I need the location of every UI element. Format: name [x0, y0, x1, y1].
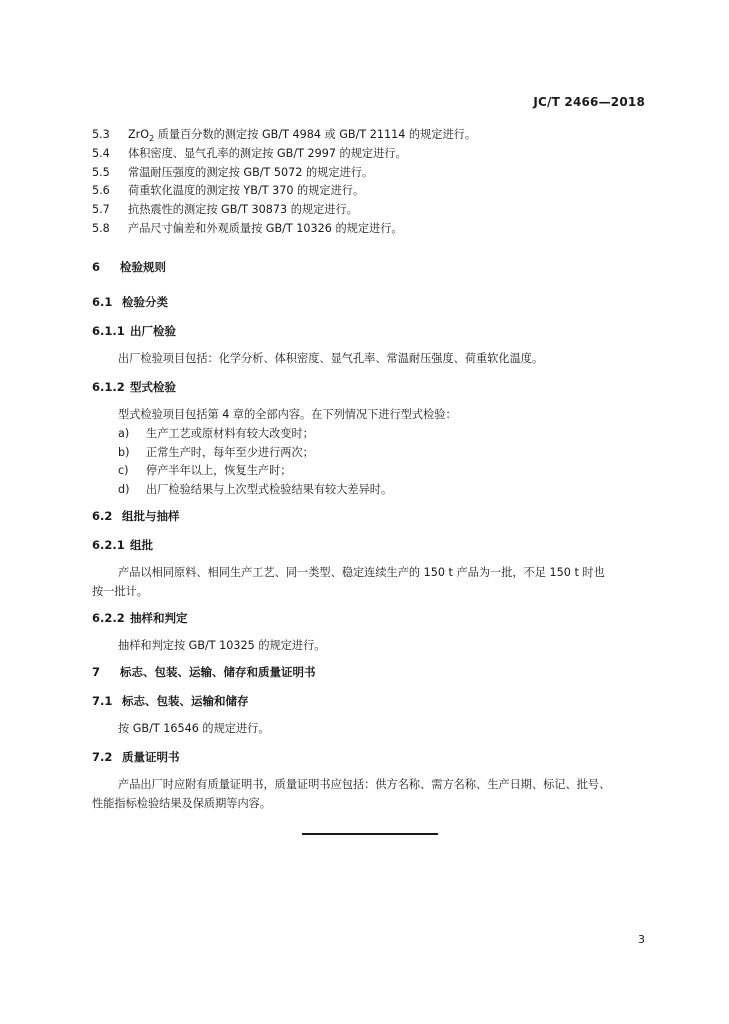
list-item-c: c) 停产半年以上，恢复生产时； — [118, 464, 292, 477]
clause-5-5 — [92, 164, 373, 180]
clause-5-7 — [92, 201, 358, 217]
section-6-2-1-body-line-2: 按一批计。 — [92, 585, 148, 598]
page-number: 3 — [638, 933, 645, 946]
zro2-formula: ZrO$_2$ — [128, 128, 155, 144]
clause-number: 5.7 — [92, 203, 110, 216]
list-item-b: b) 正常生产时，每年至少进行两次； — [118, 446, 314, 459]
section-6-2-2-body: 抽样和判定按 GB/T 10325 的规定进行。 — [118, 639, 326, 652]
section-7-1-body: 按 GB/T 16546 的规定进行。 — [118, 722, 270, 735]
clause-5-3 — [92, 126, 476, 143]
section-7-2-body-line-1: 产品出厂时应附有质量证明书，质量证明书应包括：供方名称、需方名称、生产日期、标记、批号、 — [118, 778, 611, 791]
clause-5-8 — [92, 220, 403, 236]
section-6-1-2-body: 型式检验项目包括第 4 章的全部内容。在下列情况下进行型式检验： — [118, 408, 457, 421]
standard-code-header: JC/T 2466—2018 — [533, 95, 645, 109]
clause-text: 体积密度、显气孔率的测定按 GB/T 2997 的规定进行。 — [128, 147, 407, 160]
section-7-2-body-line-2: 性能指标检验结果及保质期等内容。 — [92, 797, 272, 810]
clause-text: 抗热震性的测定按 GB/T 30873 的规定进行。 — [128, 203, 358, 216]
clause-number: 5.3 — [92, 128, 110, 141]
clause-text: 常温耐压强度的测定按 GB/T 5072 的规定进行。 — [128, 166, 374, 179]
section-7-heading: 7 标志、包装、运输、储存和质量证明书 — [92, 665, 316, 679]
clause-5-4 — [92, 145, 407, 161]
section-6-2-2-heading: 6.2.2 抽样和判定 — [92, 611, 188, 625]
clause-text: 荷重软化温度的测定按 YB/T 370 的规定进行。 — [128, 184, 365, 197]
section-6-2-1-body-line-1: 产品以相同原料、相同生产工艺、同一类型、稳定连续生产的 150 t 产品为一批，不足 150 t 时也 — [118, 566, 605, 579]
section-6-2-heading: 6.2 组批与抽样 — [92, 509, 180, 523]
section-6-1-heading: 6.1 检验分类 — [92, 295, 168, 309]
section-6-2-1-heading: 6.2.1 组批 — [92, 538, 153, 552]
clause-text: 产品尺寸偏差和外观质量按 GB/T 10326 的规定进行。 — [128, 222, 403, 235]
clause-text: 质量百分数的测定按 GB/T 4984 或 GB/T 21114 的规定进行。 — [157, 128, 477, 141]
section-7-2-heading: 7.2 质量证明书 — [92, 750, 180, 764]
clause-number: 5.4 — [92, 147, 110, 160]
clause-5-6 — [92, 182, 364, 198]
clause-number: 5.5 — [92, 166, 110, 179]
section-6-1-1-body: 出厂检验项目包括：化学分析、体积密度、显气孔率、常温耐压强度、荷重软化温度。 — [118, 352, 544, 365]
section-7-1-heading: 7.1 标志、包装、运输和储存 — [92, 694, 249, 708]
section-6-1-1-heading: 6.1.1 出厂检验 — [92, 324, 176, 338]
clause-number: 5.6 — [92, 184, 110, 197]
section-6-heading: 6 检验规则 — [92, 260, 166, 274]
section-6-1-2-heading: 6.1.2 型式检验 — [92, 380, 176, 394]
end-of-document-rule — [302, 833, 438, 835]
list-item-a: a) 生产工艺或原材料有较大改变时； — [118, 427, 314, 440]
clause-number: 5.8 — [92, 222, 110, 235]
list-item-d: d) 出厂检验结果与上次型式检验结果有较大差异时。 — [118, 483, 393, 496]
